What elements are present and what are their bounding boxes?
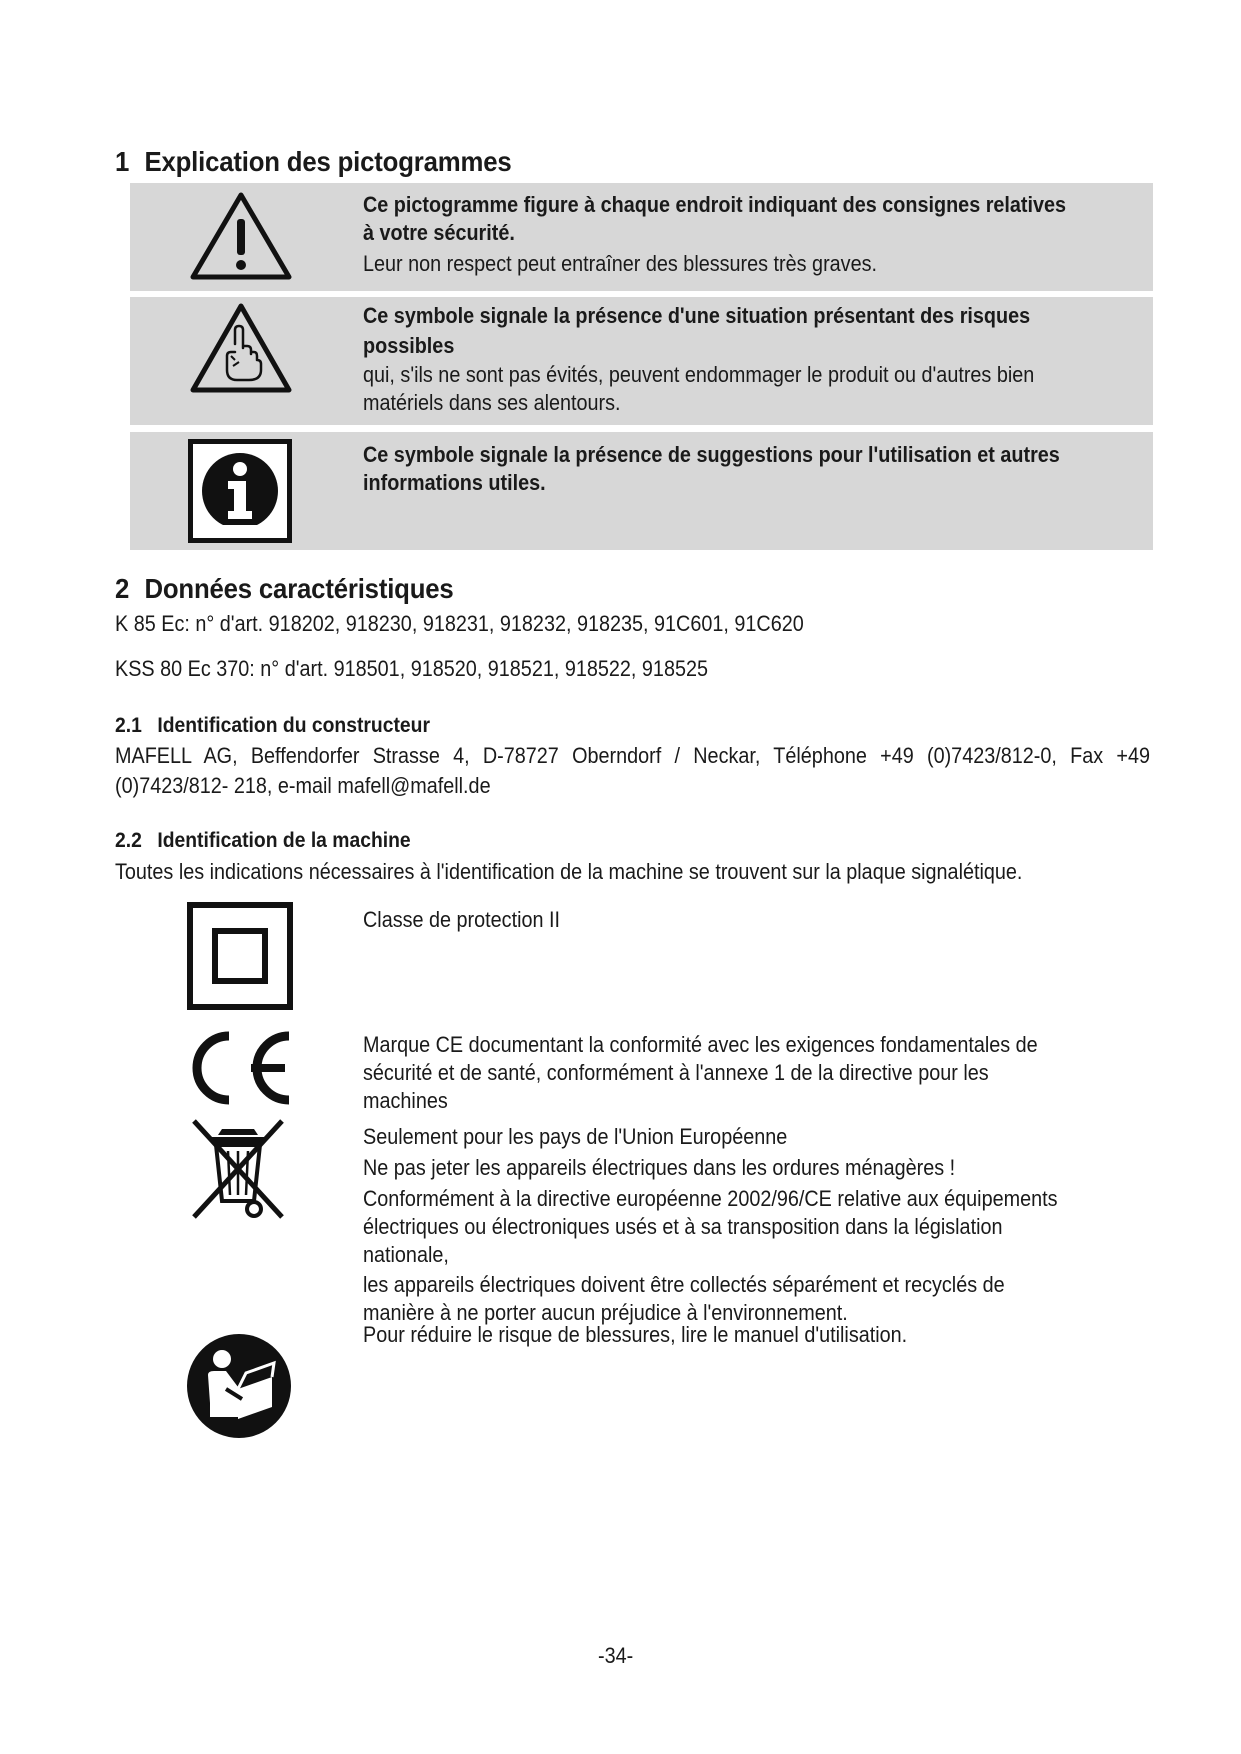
section-1-heading bbox=[115, 146, 511, 178]
section-2-1-heading bbox=[115, 714, 430, 738]
pictogram-row-info-text bbox=[363, 441, 1074, 497]
ce-mark-icon bbox=[185, 1028, 295, 1108]
crossed-bin-icon bbox=[188, 1117, 288, 1221]
weee-line-household: Ne pas jeter les appareils électriques dans les ordures ménagères ! bbox=[363, 1155, 956, 1180]
article-numbers-kss80: KSS 80 Ec 370: n° d'art. 918501, 918520, 918521, 918522, 918525 bbox=[115, 656, 708, 681]
class-ii-protection-icon bbox=[187, 902, 293, 1010]
article-numbers-k85: K 85 Ec: n° d'art. 918202, 918230, 918231, 918232, 918235, 91C601, 91C620 bbox=[115, 611, 804, 636]
weee-line-directive: Conformément à la directive européenne 2002/96/CE relative aux équipements électriques ou électroniques usés et à sa transposition dans la législation nationale, bbox=[363, 1186, 1058, 1267]
info-icon bbox=[188, 439, 292, 543]
class-ii-text: Classe de protection II bbox=[363, 907, 561, 932]
read-manual-icon bbox=[186, 1333, 292, 1439]
weee-text bbox=[363, 1123, 1074, 1327]
ce-mark-text: Marque CE documentant la conformité avec les exigences fondamentales de sécurité et de santé, conformément à l'annexe 1 de la directive pour les machines bbox=[363, 1032, 1038, 1113]
info-bold-text: Ce symbole signale la présence de suggestions pour l'utilisation et autres informations utiles. bbox=[363, 442, 1060, 495]
read-manual-text: Pour réduire le risque de blessures, lire le manuel d'utilisation. bbox=[363, 1322, 908, 1347]
section-2-2-heading bbox=[115, 829, 411, 853]
manufacturer-address: MAFELL AG, Beffendorfer Strasse 4, D-78727 Oberndorf / Neckar, Téléphone +49 (0)7423/812-0, Fax +49 (0)7423/812- 218, e-mail mafell@mafell.de bbox=[115, 743, 1150, 798]
warning-triangle-icon bbox=[187, 189, 295, 285]
warning-bold-text: Ce pictogramme figure à chaque endroit indiquant des consignes relatives à votre sécurité. bbox=[363, 192, 1067, 245]
section-2-number: 2 bbox=[115, 573, 130, 604]
weee-line-eu: Seulement pour les pays de l'Union Européenne bbox=[363, 1124, 788, 1149]
pictogram-row-caution-text bbox=[363, 301, 1074, 417]
machine-identification-text: Toutes les indications nécessaires à l'identification de la machine se trouvent sur la plaque signalétique. bbox=[115, 859, 1023, 884]
caution-bold-text: Ce symbole signale la présence d'une situation présentant des risques possibles bbox=[363, 303, 1031, 358]
section-2-1-title: Identification du constructeur bbox=[157, 714, 430, 737]
section-2-title: Données caractéristiques bbox=[144, 573, 454, 604]
warning-text: Leur non respect peut entraîner des blessures très graves. bbox=[363, 251, 877, 276]
pictogram-row-warning-text bbox=[363, 191, 1074, 278]
section-1-number: 1 bbox=[115, 146, 130, 177]
weee-line-collection: les appareils électriques doivent être collectés séparément et recyclés de manière à ne porter aucun préjudice à l'environnement. bbox=[363, 1272, 1005, 1325]
section-1-title: Explication des pictogrammes bbox=[144, 146, 512, 177]
section-2-heading bbox=[115, 573, 454, 605]
section-2-2-title: Identification de la machine bbox=[157, 829, 411, 852]
caution-hand-icon bbox=[187, 300, 295, 398]
page-number: -34- bbox=[598, 1643, 634, 1668]
caution-text: qui, s'ils ne sont pas évités, peuvent endommager le produit ou d'autres bien matériels dans ses alentours. bbox=[363, 362, 1035, 415]
section-2-2-number: 2.2 bbox=[115, 829, 142, 852]
section-2-1-number: 2.1 bbox=[115, 714, 142, 737]
